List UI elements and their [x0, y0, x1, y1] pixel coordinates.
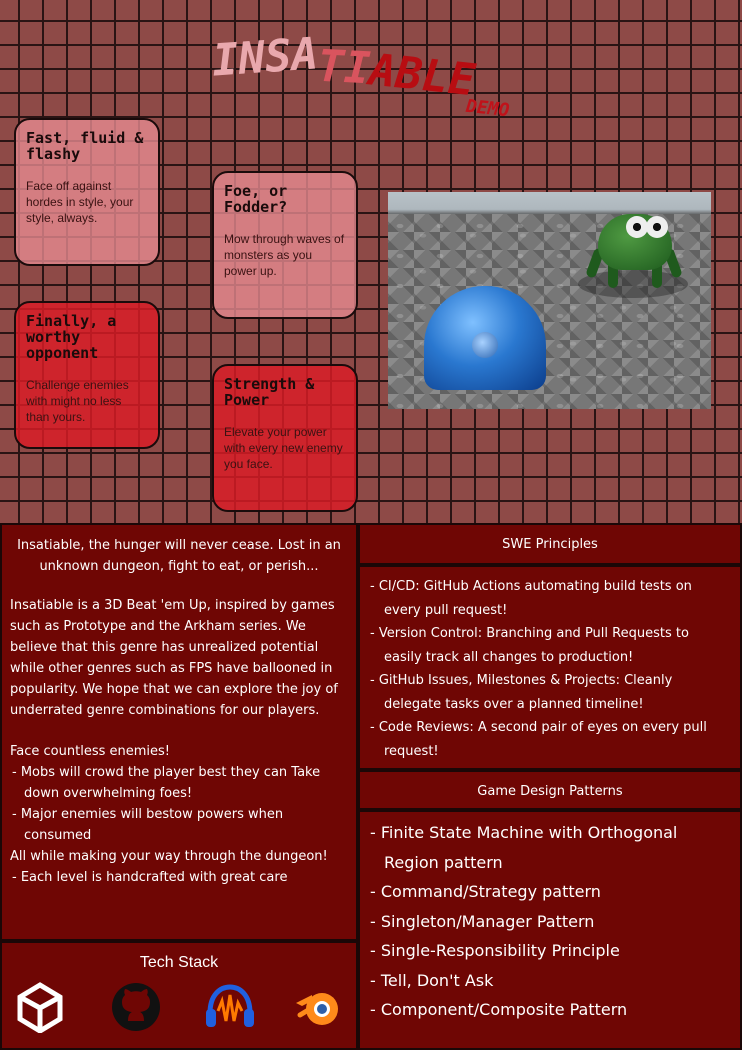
card-body: Mow through waves of monsters as you power up. — [224, 232, 345, 278]
swe-list — [360, 567, 740, 763]
github-icon — [110, 981, 162, 1033]
list-item: - Major enemies will bestow powers when consumed — [12, 807, 284, 843]
list-item: - Mobs will crowd the player best they can Take down overwhelming foes! — [12, 765, 321, 801]
card-body: Challenge enemies with might no less than yours. — [26, 378, 129, 424]
list-item: - Component/Composite Pattern — [370, 1000, 628, 1019]
gdp-list — [360, 812, 740, 1025]
list-item: - GitHub Issues, Milestones & Projects: Cleanly delegate tasks over a planned timeline! — [370, 673, 673, 712]
list-item: - Version Control: Branching and Pull Requests to easily track all changes to production! — [370, 626, 689, 665]
card-title: Fast, fluid & flashy — [26, 129, 144, 163]
game-title — [210, 28, 542, 132]
blender-icon — [292, 981, 344, 1033]
card-body: Face off against hordes in style, your style, always. — [26, 179, 134, 225]
feature-card-opponent — [14, 301, 160, 449]
list-item: - Tell, Don't Ask — [370, 970, 494, 990]
gdp-header — [358, 770, 742, 810]
title-logo — [210, 28, 478, 107]
list-item: - Single-Responsibility Principle — [370, 941, 620, 960]
gdp-panel — [358, 810, 742, 1050]
list-item: - Each level is handcrafted with great care — [12, 870, 288, 885]
list-item: - Singleton/Manager Pattern — [370, 911, 595, 931]
list-item: Face countless enemies! — [10, 744, 170, 759]
frog-enemy — [588, 208, 680, 284]
list-item: - Code Reviews: A second pair of eyes on every pull request! — [370, 720, 707, 759]
title-part-2: TI — [316, 40, 372, 95]
list-item: - CI/CD: GitHub Actions automating build tests on every pull request! — [370, 579, 692, 618]
title-part-1: INSA — [210, 28, 320, 87]
feature-card-strength — [212, 364, 358, 512]
card-title: Finally, a worthy opponent — [26, 312, 117, 362]
list-item: - Finite State Machine with Orthogonal Region pattern — [370, 823, 678, 872]
about-intro: Insatiable, the hunger will never cease. Lost in an unknown dungeon, fight to eat, or perish... — [17, 538, 341, 574]
title-demo: DEMO — [465, 95, 511, 122]
gdp-title: Game Design Patterns — [477, 784, 623, 799]
card-title: Strength & Power — [224, 375, 315, 409]
swe-title: SWE Principles — [502, 537, 598, 552]
list-item: - Command/Strategy pattern — [370, 882, 601, 901]
feature-card-fast — [14, 118, 160, 266]
title-part-3: ABLE — [366, 44, 478, 107]
list-item: All while making your way through the dungeon! — [10, 849, 328, 864]
slime-core — [472, 332, 498, 358]
unity-icon — [14, 981, 66, 1033]
swe-panel — [358, 565, 742, 770]
audacity-icon — [204, 981, 256, 1033]
card-body: Elevate your power with every new enemy you face. — [224, 425, 343, 471]
tech-stack-panel — [0, 941, 358, 1050]
tech-stack-title: Tech Stack — [139, 954, 219, 971]
about-list — [10, 741, 348, 888]
swe-header — [358, 523, 742, 565]
tech-icons — [2, 973, 356, 1033]
game-screenshot — [388, 192, 711, 409]
card-title: Foe, or Fodder? — [224, 182, 288, 216]
feature-card-foe — [212, 171, 358, 319]
about-paragraph: Insatiable is a 3D Beat 'em Up, inspired by games such as Prototype and the Arkham series. We believe that this genre has unrealized potential while other genres such as FPS have ballooned in popularity. We hope that we can explore the joy of underrated genre combinations for our players. — [10, 598, 338, 718]
about-panel — [0, 523, 358, 941]
